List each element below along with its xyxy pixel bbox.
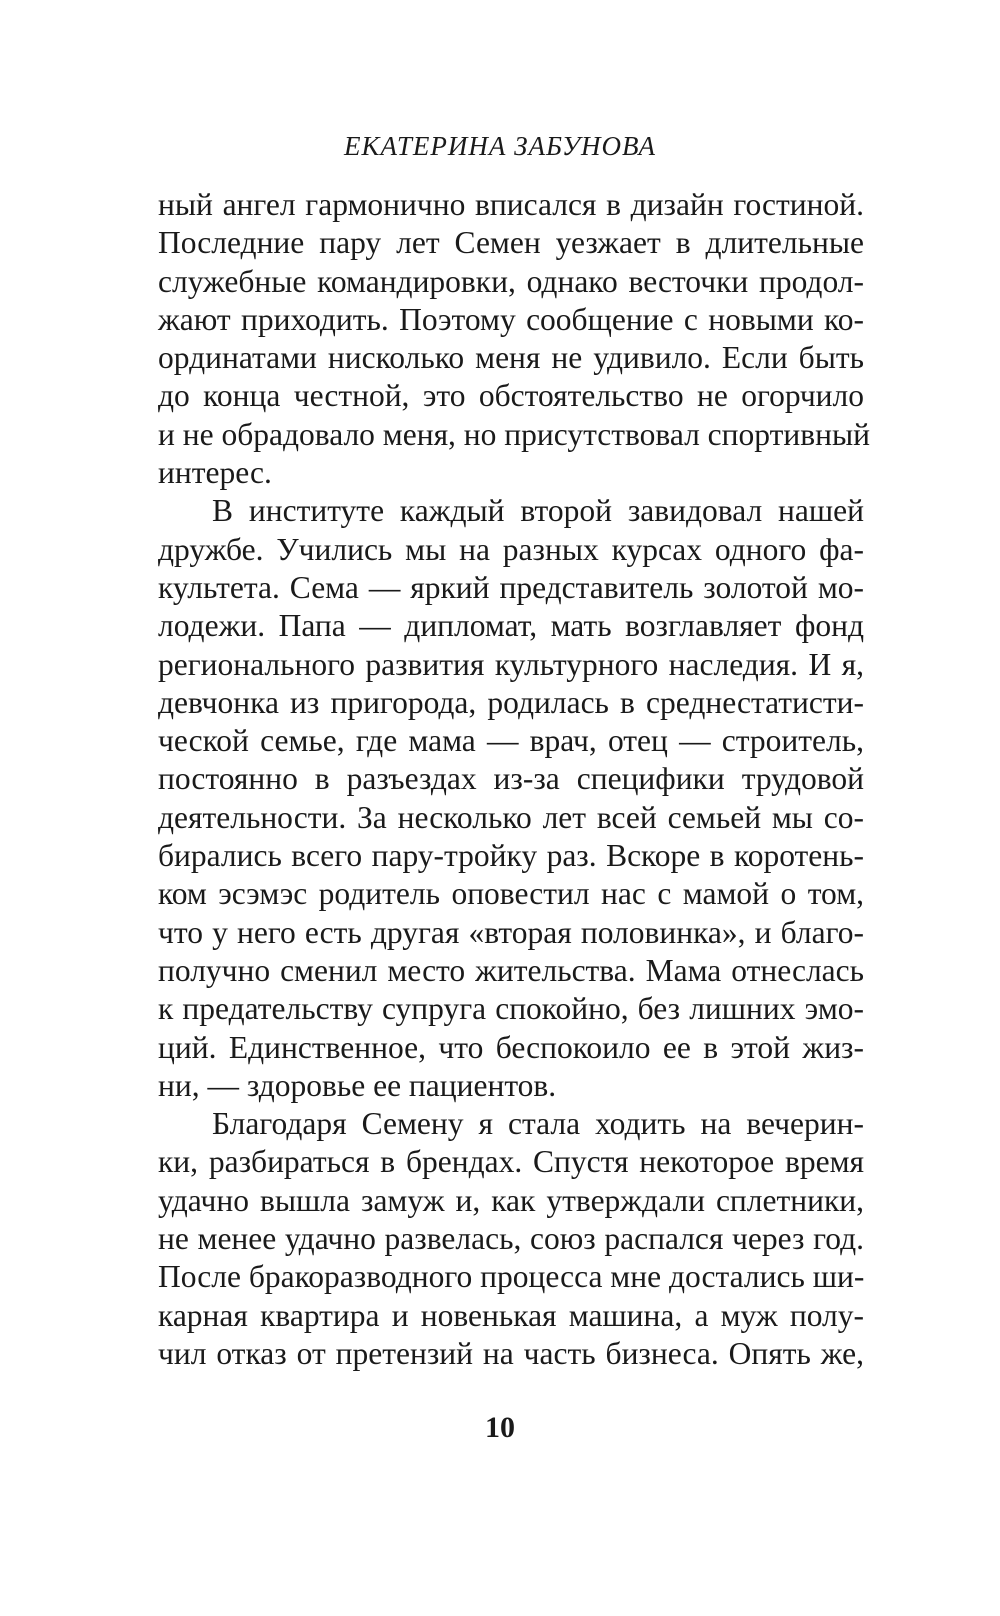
text-line: лодежи. Папа — дипломат, мать возглавляет фонд: [158, 608, 864, 644]
text-line: ческой семье, где мама — врач, отец — строитель,: [158, 723, 864, 759]
text-line: до конца честной, это обстоятельство не огорчило: [158, 378, 864, 414]
text-line: к предательству супруга спокойно, без лишних эмо-: [158, 991, 864, 1027]
text-line: дружбе. Учились мы на разных курсах одного фа-: [158, 531, 864, 567]
text-line: что у него есть другая «вторая половинка», и благо-: [158, 914, 864, 950]
text-line: Последние пару лет Семен уезжает в длительные: [158, 225, 864, 261]
text-line: деятельности. За несколько лет всей семьей мы со-: [158, 799, 864, 835]
text-line: регионального развития культурного наследия. И я,: [158, 646, 864, 682]
text-line: карная квартира и новенькая машина, а муж полу-: [158, 1297, 864, 1333]
text-line: В институте каждый второй завидовал нашей: [212, 493, 864, 529]
text-line: жают приходить. Поэтому сообщение с новыми ко-: [158, 301, 864, 337]
text-line: чил отказ от претензий на часть бизнеса. Опять же,: [158, 1335, 864, 1371]
text-line: бирались всего пару-тройку раз. Вскоре в коротень-: [158, 838, 864, 874]
text-line: После бракоразводного процесса мне достались ши-: [158, 1259, 865, 1295]
text-line: получно сменил место жительства. Мама отнеслась: [158, 952, 864, 988]
main-text: [158, 186, 870, 1373]
running-title: ЕКАТЕРИНА ЗАБУНОВА: [344, 131, 656, 161]
text-line: служебные командировки, однако весточки продол-: [158, 263, 864, 299]
text-line: культета. Сема — яркий представитель золотой мо-: [158, 569, 864, 605]
text-line: и не обрадовало меня, но присутствовал спортивный: [158, 416, 870, 452]
text-line: девчонка из пригорода, родилась в среднестатисти-: [158, 684, 864, 720]
text-line: ций. Единственное, что беспокоило ее в этой жиз-: [158, 1029, 864, 1065]
text-line: удачно вышла замуж и, как утверждали сплетники,: [158, 1182, 864, 1218]
text-line: ординатами нисколько меня не удивило. Если быть: [158, 340, 864, 376]
text-line: постоянно в разъездах из-за специфики трудовой: [158, 761, 864, 797]
text-line: ни, — здоровье ее пациентов.: [158, 1067, 557, 1103]
page-number: 10: [485, 1411, 515, 1444]
text-line: ный ангел гармонично вписался в дизайн гостиной.: [158, 187, 864, 222]
text-line: ки, разбираться в брендах. Спустя некоторое время: [158, 1144, 864, 1180]
text-line: Благодаря Семену я стала ходить на вечерин-: [212, 1106, 864, 1142]
text-line: не менее удачно развелась, союз распался через год.: [158, 1221, 864, 1257]
text-line: интерес.: [158, 455, 272, 491]
text-line: ком эсэмэс родитель оповестил нас с мамой о том,: [158, 876, 864, 912]
